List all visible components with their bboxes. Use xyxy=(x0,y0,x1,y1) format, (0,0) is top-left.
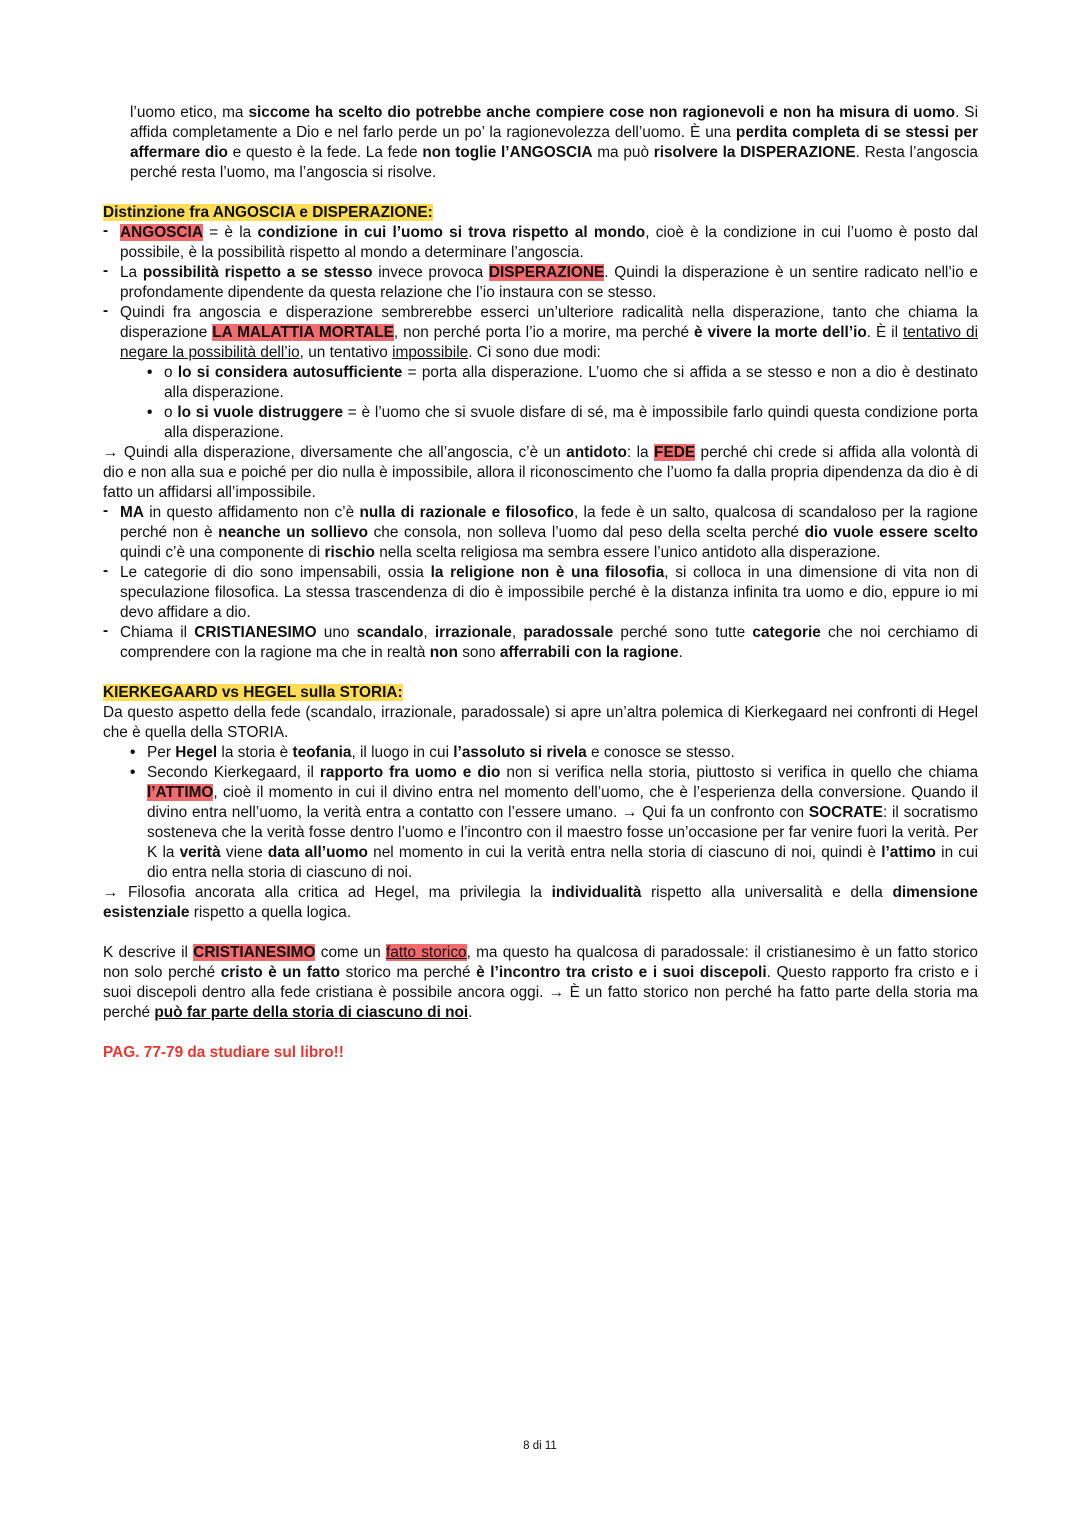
bold-text: possibilità rispetto a se stesso xyxy=(142,264,373,281)
text: non si verifica nella storia, piuttosto si verifica in quello che chiama xyxy=(500,764,979,781)
highlight: ANGOSCIA xyxy=(120,224,203,241)
highlight: DISPERAZIONE xyxy=(488,264,605,281)
bullet-list xyxy=(120,363,978,443)
bold-text: rischio xyxy=(324,544,375,561)
bold-text: l’attimo xyxy=(881,844,936,861)
bold-text: nulla di razionale e filosofico xyxy=(359,504,574,521)
text: rispetto a quella logica. xyxy=(189,904,352,921)
text: sono xyxy=(457,644,500,661)
bold-text: rapporto fra uomo e dio xyxy=(319,764,501,781)
text: . Quindi la disperazione è un sentire radicato nell’io e profondamente dipendente da questa relazione che l’io instaura con se stesso. xyxy=(120,264,978,301)
bold-text: perdita completa di se stessi per affermare dio xyxy=(130,124,978,161)
text: . Ci sono due modi: xyxy=(468,344,601,361)
text: , un tentativo xyxy=(299,344,393,361)
text: ma può xyxy=(592,144,654,161)
bold-text: lo si considera autosufficiente xyxy=(177,364,403,381)
bold-text: scandalo xyxy=(356,624,424,641)
highlight: fatto storico xyxy=(386,944,467,961)
bold-text: la religione non è una filosofia xyxy=(430,564,665,581)
paragraph-cristianesimo xyxy=(103,943,978,1023)
text: , xyxy=(511,624,524,641)
text: . Si affida completamente a Dio e nel farlo perde un po’ la ragionevolezza dell’uomo. È una xyxy=(130,104,978,141)
list-item xyxy=(103,263,978,303)
highlight: LA MALATTIA MORTALE xyxy=(212,324,394,341)
list-item xyxy=(147,363,978,403)
text: e conosce se stesso. xyxy=(586,744,735,761)
page-number: 8 di 11 xyxy=(523,1440,557,1452)
list-item xyxy=(103,223,978,263)
text: , cioè il momento in cui il divino entra nel momento dell’uomo, che è l’esperienza della conversione. Quando il divino entra nell’uomo, la verità entra a contatto con l’essere umano. → Qui fa un confronto con xyxy=(147,784,978,821)
bold-text: teofania xyxy=(292,744,352,761)
list-item xyxy=(103,303,978,443)
text: . Resta l’angoscia perché resta l’uomo, ma l’angoscia si risolve. xyxy=(130,144,978,181)
text: e questo è la fede. La fede xyxy=(227,144,423,161)
text: , cioè è la condizione in cui l’uomo è posto dal possibile, è la possibilità rispetto al mondo a determinare l’angoscia. xyxy=(120,224,979,261)
text: l’uomo etico, ma xyxy=(130,104,249,121)
text: perché chi crede si affida alla volontà di dio e non alla sua e poiché per dio nulla è impossibile, allora il riconoscimento che l’uomo fa dalla propria dipendenza da dio è di fatto un affidarsi all’impossibile. xyxy=(103,444,979,501)
list-item xyxy=(130,763,978,883)
bold-text: condizione in cui l’uomo si trova rispetto al mondo xyxy=(257,224,646,241)
bold-text: dio vuole essere scelto xyxy=(804,524,979,541)
text: . È il xyxy=(866,324,903,341)
bold-text: data all’uomo xyxy=(267,844,368,861)
text: . Questo rapporto fra cristo e i suoi discepoli dentro alla fede cristiana è possibile ancora oggi. → È un fatto storico non perché ha fatto parte della storia ma perché xyxy=(103,964,978,1021)
text: Quindi fra angoscia e disperazione sembrerebbe esserci un’ulteriore radicalità nella disperazione, tanto che chiama la disperazione xyxy=(120,304,978,341)
underlined-text: impossibile xyxy=(392,344,469,361)
text: o xyxy=(164,364,178,381)
bold-text: non xyxy=(429,644,458,661)
dash-list xyxy=(103,503,978,663)
text: = è la xyxy=(202,224,258,241)
text: rispetto alla universalità e della xyxy=(641,884,893,901)
section-kierkegaard-hegel xyxy=(103,683,978,923)
page-content xyxy=(103,103,978,1063)
text: in cui dio entra nella storia di ciascuno di noi. xyxy=(147,844,978,881)
list-item xyxy=(130,743,978,763)
text: uno xyxy=(316,624,357,641)
text: . xyxy=(678,644,683,661)
text: . xyxy=(468,1004,473,1021)
text: , xyxy=(423,624,435,641)
bold-underlined-text: può far parte della storia di ciascuno di noi xyxy=(154,1004,469,1021)
bold-text: l’assoluto si rivela xyxy=(453,744,587,761)
list-item xyxy=(147,403,978,443)
text: , ma questo ha qualcosa di paradossale: il cristianesimo è un fatto storico non solo perché xyxy=(103,944,978,981)
text: nel momento in cui la verità entra nella storia di ciascuno di noi, quindi è xyxy=(367,844,882,861)
highlight: CRISTIANESIMO xyxy=(193,944,316,961)
text: , non perché porta l’io a morire, ma perché xyxy=(393,324,694,341)
text: in questo affidamento non c’è xyxy=(143,504,360,521)
text: storico ma perché xyxy=(340,964,477,981)
bold-text: categorie xyxy=(752,624,821,641)
text: Le categorie di dio sono impensabili, ossia xyxy=(120,564,431,581)
text: invece provoca xyxy=(372,264,489,281)
text: = porta alla disperazione. L’uomo che si affida a se stesso e non a dio è destinato alla disperazione. xyxy=(164,364,978,401)
bold-text: Hegel xyxy=(175,744,218,761)
bold-text: è vivere la morte dell’io xyxy=(693,324,867,341)
section-heading: Distinzione fra ANGOSCIA e DISPERAZIONE: xyxy=(103,204,433,221)
bold-text: MA xyxy=(120,504,144,521)
text: nella scelta religiosa ma sembra essere l’unico antidoto alla disperazione. xyxy=(374,544,881,561)
section-heading: KIERKEGAARD vs HEGEL sulla STORIA: xyxy=(103,684,403,701)
text: che consola, non solleva l’uomo dal peso della scelta perché xyxy=(367,524,805,541)
text: Secondo Kierkegaard, il xyxy=(147,764,320,781)
underlined-text: tentativo di negare la possibilità dell’io xyxy=(120,324,979,361)
bold-text: paradossale xyxy=(523,624,614,641)
text: , il luogo in cui xyxy=(351,744,454,761)
bold-text: non toglie l’ANGOSCIA xyxy=(422,144,593,161)
text: = è l’uomo che si svuole disfare di sé, ma è impossibile farlo quindi questa condizione porta alla disperazione. xyxy=(164,404,978,441)
text: perché sono tutte xyxy=(613,624,753,641)
text: → Filosofia ancorata alla critica ad Hegel, ma privilegia la xyxy=(103,884,552,901)
list-item xyxy=(103,503,978,563)
bold-text: cristo è un fatto xyxy=(220,964,341,981)
text: o xyxy=(164,404,178,421)
text: la storia è xyxy=(217,744,293,761)
study-note: PAG. 77-79 da studiare sul libro!! xyxy=(103,1044,344,1061)
highlight: FEDE xyxy=(654,444,696,461)
bold-text: antidoto xyxy=(566,444,627,461)
text: : la xyxy=(626,444,655,461)
bold-text: risolvere la DISPERAZIONE xyxy=(653,144,856,161)
text: , la fede è un salto, qualcosa di scandaloso per la ragione perché non è xyxy=(120,504,978,541)
list-item xyxy=(103,563,978,623)
text: , si colloca in una dimensione di vita non di speculazione filosofica. La stessa trascendenza di dio è impossibile perché è la distanza infinita tra uomo e dio, eppure io mi devo affidare a dio. xyxy=(120,564,978,621)
text: : il socratismo sosteneva che la verità fosse dentro l’uomo e l’incontro con il maestro fosse un’occasione per far venire fuori la verità. Per K la xyxy=(147,804,978,861)
bullet-list xyxy=(103,743,978,883)
bold-text: dimensione esistenziale xyxy=(103,884,978,921)
section-angoscia-disperazione xyxy=(103,203,978,663)
text: come un xyxy=(315,944,387,961)
text: La xyxy=(120,264,143,281)
paragraph-fede xyxy=(103,103,978,183)
bold-text: siccome ha scelto dio potrebbe anche compiere cose non ragionevoli e non ha misura di uomo xyxy=(248,104,956,121)
list-item xyxy=(103,623,978,663)
text: quindi c’è una componente di xyxy=(120,544,325,561)
text: viene xyxy=(220,844,268,861)
text: Per xyxy=(147,744,176,761)
bold-text: SOCRATE xyxy=(808,804,883,821)
dash-list xyxy=(103,223,978,443)
bold-text: irrazionale xyxy=(434,624,512,641)
arrow-paragraph xyxy=(103,883,978,923)
bold-text: CRISTIANESIMO xyxy=(194,624,317,641)
text: che noi cerchiamo di comprendere con la ragione ma che in realtà xyxy=(120,624,978,661)
bold-text: afferrabili con la ragione xyxy=(499,644,679,661)
text: Chiama il xyxy=(120,624,195,641)
bold-text: è l’incontro tra cristo e i suoi discepoli xyxy=(476,964,767,981)
intro-paragraph: Da questo aspetto della fede (scandalo, irrazionale, paradossale) si apre un’altra polemica di Kierkegaard nei confronti di Hegel che è quella della STORIA. xyxy=(103,704,978,741)
bold-text: verità xyxy=(179,844,221,861)
text: → Quindi alla disperazione, diversamente che all’angoscia, c’è un xyxy=(103,444,567,461)
highlight: l’ATTIMO xyxy=(147,784,214,801)
bold-text: neanche un sollievo xyxy=(218,524,368,541)
arrow-paragraph xyxy=(103,443,978,503)
bold-text: individualità xyxy=(551,884,642,901)
text: K descrive il xyxy=(103,944,194,961)
bold-text: lo si vuole distruggere xyxy=(177,404,343,421)
